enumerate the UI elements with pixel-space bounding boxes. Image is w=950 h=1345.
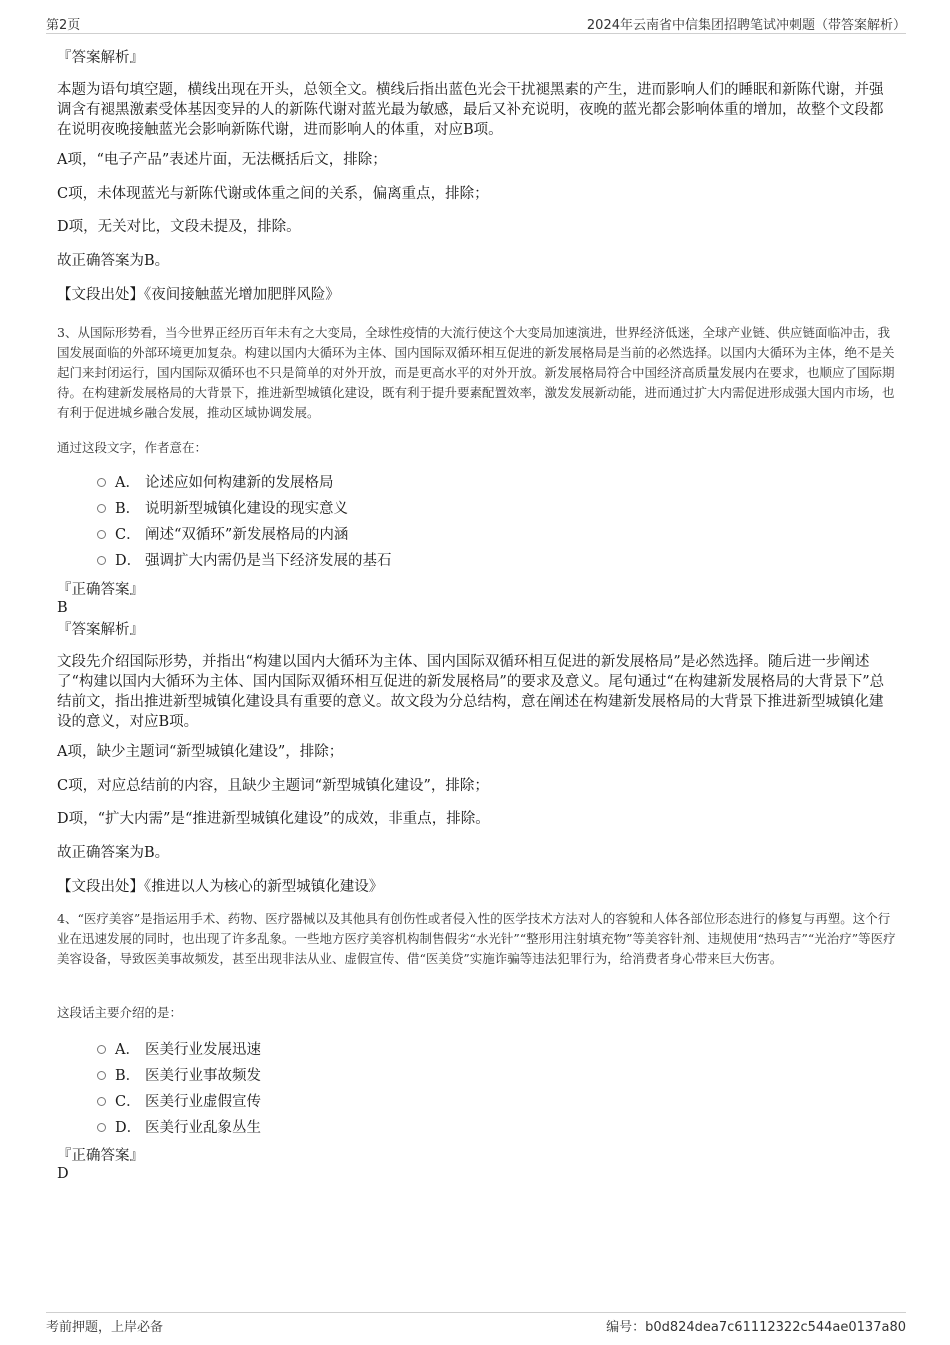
radio-icon[interactable] (97, 1123, 106, 1132)
q3-answer-label: 『正确答案』 (57, 582, 144, 598)
q4-option-b[interactable]: B． 医美行业事故频发 (97, 1063, 897, 1089)
radio-icon[interactable] (97, 478, 106, 487)
q4-stem: 4、“医疗美容”是指运用手术、药物、医疗器械以及其他具有创伤性或者侵入性的医学技术方法对人的容貌和人体各部位形态进行的修复与再塑。这个行业在迅速发展的同时，也出现了许多乱象。一些地方医疗美容机构制售假劣“水光针”“整形用注射填充物”等美容针剂、违规使用“热玛吉”“光治疗”等医疗美容设备，导致医美事故频发，甚至出现非法从业、虚假宣传、借“医美贷”实施诈骗等违法犯罪行为，给消费者身心带来巨大伤害。 (57, 911, 896, 966)
radio-icon[interactable] (97, 556, 106, 565)
q3-analysis-label: 『答案解析』 (57, 622, 144, 638)
q4-answer-label: 『正确答案』 (57, 1148, 144, 1164)
q2-item-a: A项，“电子产品”表述片面，无法概括后文，排除； (57, 152, 387, 168)
q4-option-a[interactable]: A． 医美行业发展迅速 (97, 1037, 897, 1063)
q2-item-c: C项，未体现蓝光与新陈代谢或体重之间的关系，偏离重点，排除； (57, 186, 489, 202)
page-footer (46, 1312, 906, 1335)
q3-options (57, 470, 897, 574)
q2-source: 【文段出处】《夜间接触蓝光增加肥胖风险》 (57, 287, 340, 303)
q2-conclusion: 故正确答案为B。 (57, 253, 170, 269)
q3-item-c: C项，对应总结前的内容，且缺少主题词“新型城镇化建设”，排除； (57, 778, 489, 794)
q3-answer: B (57, 600, 68, 616)
q4-option-d[interactable]: D． 医美行业乱象丛生 (97, 1115, 897, 1141)
radio-icon[interactable] (97, 1071, 106, 1080)
footer-slogan: 考前押题，上岸必备 (46, 1320, 164, 1335)
q4-options (57, 1037, 897, 1141)
q3-option-b[interactable]: B． 说明新型城镇化建设的现实意义 (97, 496, 897, 522)
q3-prompt: 通过这段文字，作者意在： (57, 440, 208, 455)
q3-item-a: A项，缺少主题词“新型城镇化建设”，排除； (57, 744, 344, 760)
radio-icon[interactable] (97, 504, 106, 513)
document-code: 编号：b0d824dea7c61112322c544ae0137a80 (606, 1320, 906, 1335)
q3-option-c[interactable]: C． 阐述“双循环”新发展格局的内涵 (97, 522, 897, 548)
page-number: 第2页 (46, 18, 81, 33)
q3-item-d: D项，“扩大内需”是“推进新型城镇化建设”的成效，非重点，排除。 (57, 811, 490, 827)
radio-icon[interactable] (97, 1045, 106, 1054)
q3-option-d[interactable]: D． 强调扩大内需仍是当下经济发展的基石 (97, 548, 897, 574)
radio-icon[interactable] (97, 530, 106, 539)
q2-analysis-text: 本题为语句填空题，横线出现在开头，总领全文。横线后指出蓝色光会干扰褪黑素的产生，进而影响人们的睡眠和新陈代谢，并强调含有褪黑激素受体基因变异的人的新陈代谢对蓝光最为敏感，最后又补充说明，夜晚的蓝光都会影响体重的增加，故整个文段都在说明夜晚接触蓝光会影响新陈代谢，进而影响人的体重，对应B项。 (57, 82, 884, 138)
q3-stem: 3、从国际形势看，当今世界正经历百年未有之大变局，全球性疫情的大流行使这个大变局加速演进，世界经济低迷，全球产业链、供应链面临冲击，我国发展面临的外部环境更加复杂。构建以国内大循环为主体、国内国际双循环相互促进的新发展格局是当前的必然选择。以国内大循环为主体，绝不是关起门来封闭运行，国内国际双循环也不只是简单的对外开放，而是更高水平的对外开放。新发展格局符合中国经济高质量发展内在要求，也顺应了国际期待。在构建新发展格局的大背景下，推进新型城镇化建设，既有利于提升要素配置效率，激发发展新动能，进而通过扩大内需促进形成强大国内市场，也有利于促进城乡融合发展，推动区域协调发展。 (57, 325, 895, 420)
page-header (46, 14, 906, 34)
q2-item-d: D项，无关对比，文段未提及，排除。 (57, 219, 301, 235)
radio-icon[interactable] (97, 1097, 106, 1106)
q3-option-a[interactable]: A． 论述应如何构建新的发展格局 (97, 470, 897, 496)
q3-conclusion: 故正确答案为B。 (57, 845, 170, 861)
document-title: 2024年云南省中信集团招聘笔试冲刺题（带答案解析） (586, 18, 906, 33)
q3-analysis-text: 文段先介绍国际形势，并指出“构建以国内大循环为主体、国内国际双循环相互促进的新发展格局”是必然选择。随后进一步阐述了“构建以国内大循环为主体、国内国际双循环相互促进的新发展格局”的要求及意义。尾句通过“在构建新发展格局的大背景下”总结前文，指出推进新型城镇化建设具有重要的意义。故文段为分总结构，意在阐述在构建新发展格局的大背景下推进新型城镇化建设的意义，对应B项。 (57, 654, 885, 730)
q4-answer: D (57, 1166, 69, 1182)
q4-prompt: 这段话主要介绍的是： (57, 1005, 183, 1020)
q4-option-c[interactable]: C． 医美行业虚假宣传 (97, 1089, 897, 1115)
q2-analysis-label: 『答案解析』 (57, 50, 144, 66)
q3-source: 【文段出处】《推进以人为核心的新型城镇化建设》 (57, 879, 384, 895)
